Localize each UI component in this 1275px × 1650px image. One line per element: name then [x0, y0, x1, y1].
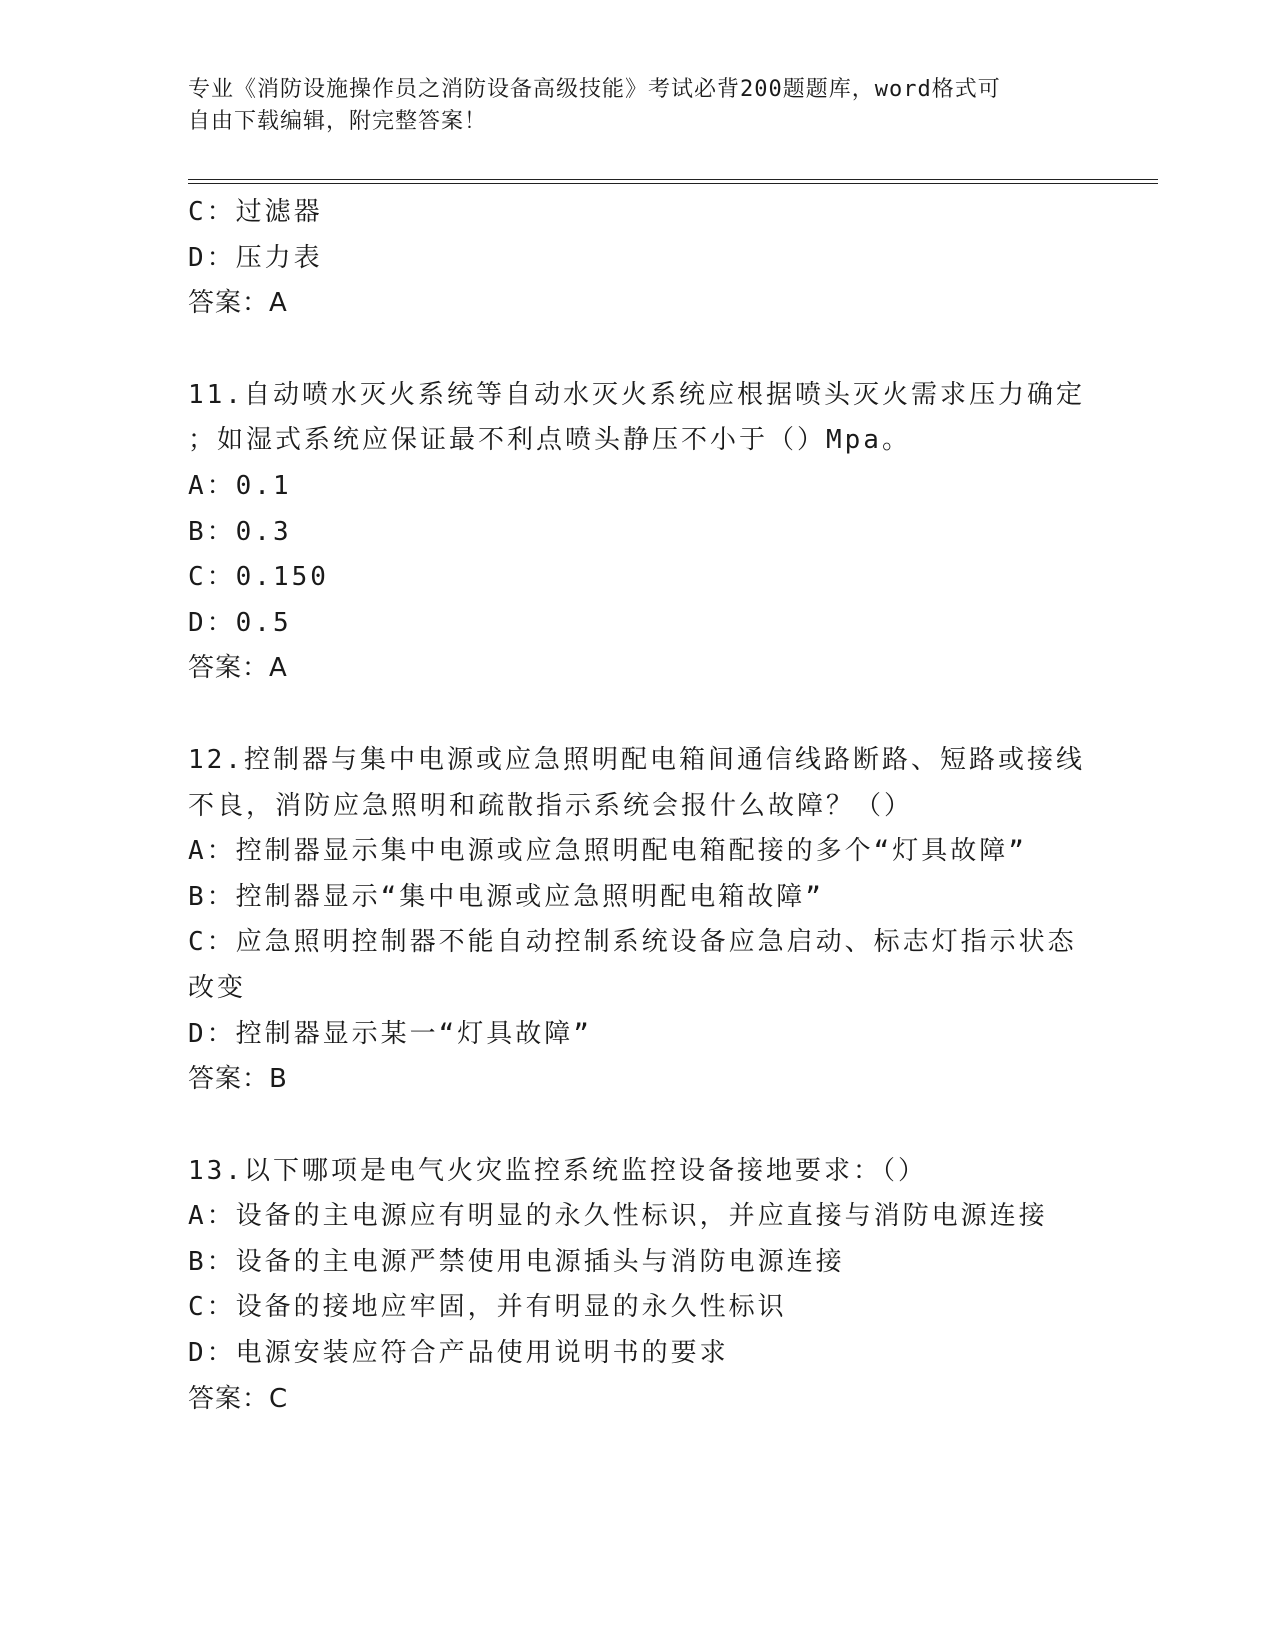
- option-c: C：0.150: [188, 562, 329, 593]
- previous-question-tail: [188, 190, 1088, 327]
- answer-line: 答案：B: [188, 1064, 288, 1095]
- option-c-continued: 改变: [188, 972, 247, 1003]
- option-a: A：控制器显示集中电源或应急照明配电箱配接的多个“灯具故障”: [188, 836, 1027, 867]
- header-divider-bottom: [188, 183, 1158, 184]
- answer-line: 答案：C: [188, 1383, 289, 1414]
- option-b: B：设备的主电源严禁使用电源插头与消防电源连接: [188, 1246, 845, 1277]
- option-a: A：0.1: [188, 470, 292, 501]
- question-text-line: 不良，消防应急照明和疏散指示系统会报什么故障？（）: [188, 790, 914, 821]
- answer-line: 答案：A: [188, 288, 288, 319]
- spacer: [188, 692, 1088, 738]
- spacer: [188, 327, 1088, 373]
- option-a: A：设备的主电源应有明显的永久性标识，并应直接与消防电源连接: [188, 1201, 1048, 1232]
- question-text-line: 12.控制器与集中电源或应急照明配电箱间通信线路断路、短路或接线: [188, 744, 1085, 775]
- spacer: [188, 1103, 1088, 1149]
- question-11: [188, 373, 1088, 692]
- question-13: [188, 1149, 1088, 1423]
- header-line-1: 专业《消防设施操作员之消防设备高级技能》考试必背200题题库，word格式可: [188, 77, 1001, 102]
- header-divider-top: [188, 179, 1158, 180]
- question-content: [188, 190, 1088, 1422]
- option-d: D：电源安装应符合产品使用说明书的要求: [188, 1338, 729, 1369]
- option-d: D：控制器显示某一“灯具故障”: [188, 1018, 592, 1049]
- option-c: C：应急照明控制器不能自动控制系统设备应急启动、标志灯指示状态: [188, 927, 1077, 958]
- option-b: B：0.3: [188, 516, 292, 547]
- question-12: [188, 738, 1088, 1103]
- header-line-2: 自由下载编辑，附完整答案！: [188, 109, 488, 134]
- question-text-line: ；如湿式系统应保证最不利点喷头静压不小于（）Mpa。: [188, 425, 911, 456]
- answer-line: 答案：A: [188, 653, 288, 684]
- option-d: D：压力表: [188, 242, 323, 273]
- option-d: D：0.5: [188, 607, 292, 638]
- option-c: C：设备的接地应牢固，并有明显的永久性标识: [188, 1292, 787, 1323]
- document-header: [188, 74, 1088, 138]
- question-text-line: 11.自动喷水灭火系统等自动水灭火系统应根据喷头灭火需求压力确定: [188, 379, 1085, 410]
- option-b: B：控制器显示“集中电源或应急照明配电箱故障”: [188, 881, 824, 912]
- question-text-line: 13.以下哪项是电气火灾监控系统监控设备接地要求：（）: [188, 1155, 927, 1186]
- option-c: C：过滤器: [188, 197, 323, 227]
